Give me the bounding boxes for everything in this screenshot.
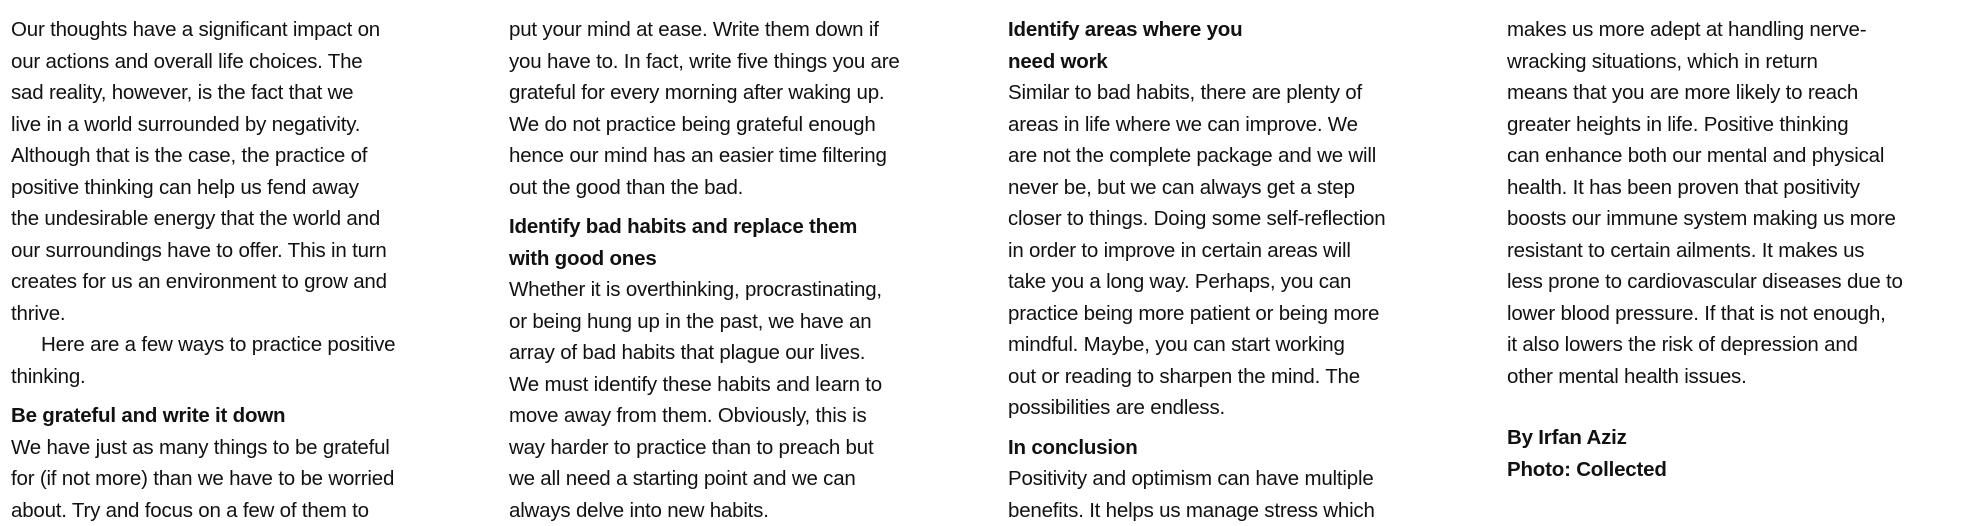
section-body-line: in order to improve in certain areas will <box>1008 235 1478 267</box>
article-column-3 <box>1008 14 1478 526</box>
section-body-line: way harder to practice than to preach but <box>509 432 979 464</box>
section-body-line: take you a long way. Perhaps, you can <box>1008 266 1478 298</box>
section-body-line: you have to. In fact, write five things you are <box>509 46 979 78</box>
section-body-line: Similar to bad habits, there are plenty of <box>1008 77 1478 109</box>
intro-line: our actions and overall life choices. The <box>11 46 481 78</box>
section-body-line: it also lowers the risk of depression and <box>1507 329 1967 361</box>
section-body-line: we all need a starting point and we can <box>509 463 979 495</box>
intro-line: Our thoughts have a significant impact on <box>11 14 481 46</box>
section-body-line: Positivity and optimism can have multiple <box>1008 463 1478 495</box>
section-heading-habits: with good ones <box>509 243 979 275</box>
section-body-line: We must identify these habits and learn to <box>509 369 979 401</box>
section-heading-areas: need work <box>1008 46 1478 78</box>
section-body-line: wracking situations, which in return <box>1507 46 1967 78</box>
intro-line: Although that is the case, the practice of <box>11 140 481 172</box>
section-body-line: boosts our immune system making us more <box>1507 203 1967 235</box>
section-body-line: We do not practice being grateful enough <box>509 109 979 141</box>
intro-line: our surroundings have to offer. This in turn <box>11 235 481 267</box>
section-body-line: greater heights in life. Positive thinking <box>1507 109 1967 141</box>
section-body-line: mindful. Maybe, you can start working <box>1008 329 1478 361</box>
section-body-line: array of bad habits that plague our lives. <box>509 337 979 369</box>
section-body-line: are not the complete package and we will <box>1008 140 1478 172</box>
section-body-line: out or reading to sharpen the mind. The <box>1008 361 1478 393</box>
section-body-line: always delve into new habits. <box>509 495 979 526</box>
section-body-line: health. It has been proven that positivity <box>1507 172 1967 204</box>
section-body-line: closer to things. Doing some self-reflection <box>1008 203 1478 235</box>
section-body-line: or being hung up in the past, we have an <box>509 306 979 338</box>
section-body-line: Whether it is overthinking, procrastinating, <box>509 274 979 306</box>
section-body-line: for (if not more) than we have to be worried <box>11 463 481 495</box>
section-body-line: hence our mind has an easier time filtering <box>509 140 979 172</box>
section-body-line: put your mind at ease. Write them down if <box>509 14 979 46</box>
section-body-line: possibilities are endless. <box>1008 392 1478 424</box>
section-body-line: makes us more adept at handling nerve- <box>1507 14 1967 46</box>
section-body-line: We have just as many things to be grateful <box>11 432 481 464</box>
intro-line: the undesirable energy that the world and <box>11 203 481 235</box>
intro2-line: Here are a few ways to practice positive <box>11 329 481 361</box>
section-body-line: less prone to cardiovascular diseases due to <box>1507 266 1967 298</box>
author-credit: By Irfan Aziz <box>1507 422 1967 454</box>
section-heading-habits: Identify bad habits and replace them <box>509 211 979 243</box>
article-column-2 <box>509 14 979 526</box>
section-body-line: areas in life where we can improve. We <box>1008 109 1478 141</box>
section-body-line: lower blood pressure. If that is not enough, <box>1507 298 1967 330</box>
photo-credit: Photo: Collected <box>1507 454 1967 486</box>
section-heading-conclusion: In conclusion <box>1008 432 1478 464</box>
section-body-line: can enhance both our mental and physical <box>1507 140 1967 172</box>
intro-line: live in a world surrounded by negativity. <box>11 109 481 141</box>
section-body-line: out the good than the bad. <box>509 172 979 204</box>
section-body-line: never be, but we can always get a step <box>1008 172 1478 204</box>
section-body-line: benefits. It helps us manage stress which <box>1008 495 1478 526</box>
intro-line: creates for us an environment to grow and <box>11 266 481 298</box>
intro2-line: thinking. <box>11 361 481 393</box>
section-heading-areas: Identify areas where you <box>1008 14 1478 46</box>
section-body-line: move away from them. Obviously, this is <box>509 400 979 432</box>
section-heading-grateful: Be grateful and write it down <box>11 400 481 432</box>
intro-line: sad reality, however, is the fact that we <box>11 77 481 109</box>
intro-line: positive thinking can help us fend away <box>11 172 481 204</box>
article-column-1 <box>11 14 481 526</box>
section-body-line: other mental health issues. <box>1507 361 1967 393</box>
section-body-line: practice being more patient or being more <box>1008 298 1478 330</box>
section-body-line: about. Try and focus on a few of them to <box>11 495 481 526</box>
section-body-line: means that you are more likely to reach <box>1507 77 1967 109</box>
article-column-4 <box>1507 14 1967 485</box>
section-body-line: resistant to certain ailments. It makes us <box>1507 235 1967 267</box>
intro-line: thrive. <box>11 298 481 330</box>
section-body-line: grateful for every morning after waking up. <box>509 77 979 109</box>
